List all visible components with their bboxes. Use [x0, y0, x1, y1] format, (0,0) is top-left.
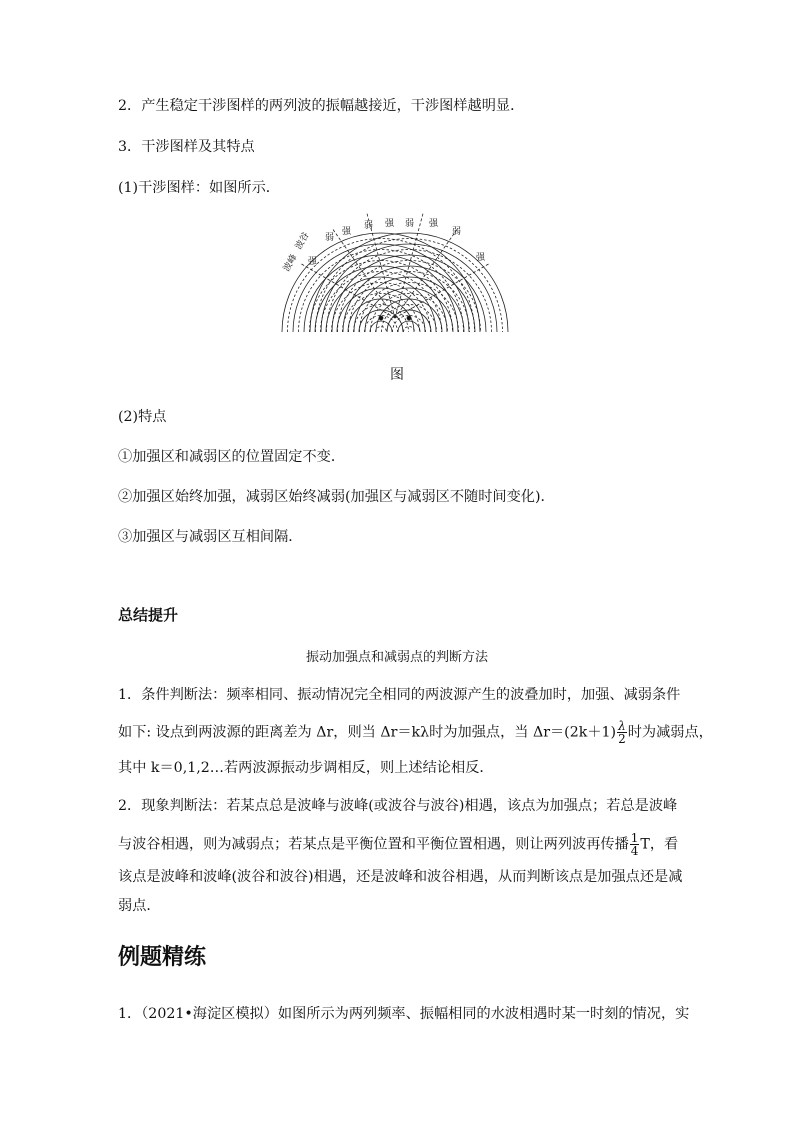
interference-pattern-line: (1)干涉图样：如图所示． — [118, 180, 280, 196]
one-quarter-fraction — [630, 832, 640, 857]
figure-label: 强 — [308, 257, 318, 267]
method-1-line-2 — [118, 720, 713, 745]
fraction-denominator: 2 — [618, 732, 626, 746]
figure-label: 弱 — [452, 227, 462, 237]
figure-label: 波峰 — [281, 252, 300, 274]
figure-label: 弱 — [364, 221, 374, 231]
method-2-line-3: 该点是波峰和波峰(波谷和波谷)相遇，还是波峰和波谷相遇，从而判断该点是加强点还是减 — [118, 869, 683, 885]
figure-caption: 图 — [390, 367, 404, 383]
figure-label: 强 — [476, 253, 486, 263]
method-2-line-4: 弱点． — [118, 898, 161, 914]
summary-subtitle: 振动加强点和减弱点的判断方法 — [305, 650, 488, 665]
wave-source-dot — [379, 316, 383, 320]
item-3-heading: 3．干涉图样及其特点 — [118, 139, 255, 155]
method-1-text-b: 时为减弱点， — [627, 724, 713, 741]
wave-source-dot — [407, 316, 411, 320]
trough-wavefront — [376, 327, 387, 333]
method-2-line-2 — [118, 832, 678, 857]
method-2-text-a: 与波谷相遇，则为减弱点；若某点是平衡位置和平衡位置相遇，则让两列波再传播 — [118, 836, 629, 853]
fraction-numerator: 1 — [630, 831, 639, 845]
features-heading: (2)特点 — [118, 409, 167, 425]
method-2-text-b: T，看 — [640, 836, 679, 853]
method-2-line-1: 2．现象判断法：若某点总是波峰与波峰(或波谷与波谷)相遇，该点为加强点；若总是波峰 — [118, 798, 678, 814]
trough-wavefront — [404, 327, 415, 333]
figure-label: 弱 — [325, 233, 335, 243]
crest-wavefront — [348, 299, 414, 332]
figure-label: 弱 — [405, 219, 415, 229]
lambda-over-2-fraction — [617, 720, 627, 745]
crest-wavefront — [376, 299, 442, 332]
method-1-text-a: 如下: 设点到两波源的距离差为 Δr，则当 Δr＝kλ时为加强点，当 Δr＝(2k＋1) — [118, 724, 617, 741]
interference-pattern-figure — [281, 212, 510, 336]
fraction-numerator: λ — [618, 719, 626, 733]
summary-heading: 总结提升 — [118, 606, 179, 624]
feature-3: ③加强区与减弱区互相间隔． — [118, 529, 303, 545]
method-1-line-3: 其中 k＝0,1,2…若两波源振动步调相反，则上述结论相反． — [118, 760, 494, 776]
fraction-denominator: 4 — [630, 844, 639, 858]
figure-label: 强 — [429, 219, 439, 229]
figure-label: 波谷 — [293, 230, 312, 252]
question-1: 1．（2021•海淀区模拟）如图所示为两列频率、振幅相同的水波相遇时某一时刻的情况，实 — [118, 1006, 690, 1022]
item-2: 2．产生稳定干涉图样的两列波的振幅越接近，干涉图样越明显． — [118, 98, 525, 114]
figure-label: 强 — [342, 227, 352, 237]
examples-heading: 例题精练 — [118, 945, 207, 970]
figure-label: 强 — [385, 219, 395, 229]
method-1-line-1: 1．条件判断法：频率相同、振动情况完全相同的两波源产生的波叠加时，加强、减弱条件 — [118, 687, 681, 703]
feature-2: ②加强区始终加强，减弱区始终减弱(加强区与减弱区不随时间变化)． — [118, 489, 555, 505]
feature-1: ①加强区和减弱区的位置固定不变． — [118, 449, 346, 465]
